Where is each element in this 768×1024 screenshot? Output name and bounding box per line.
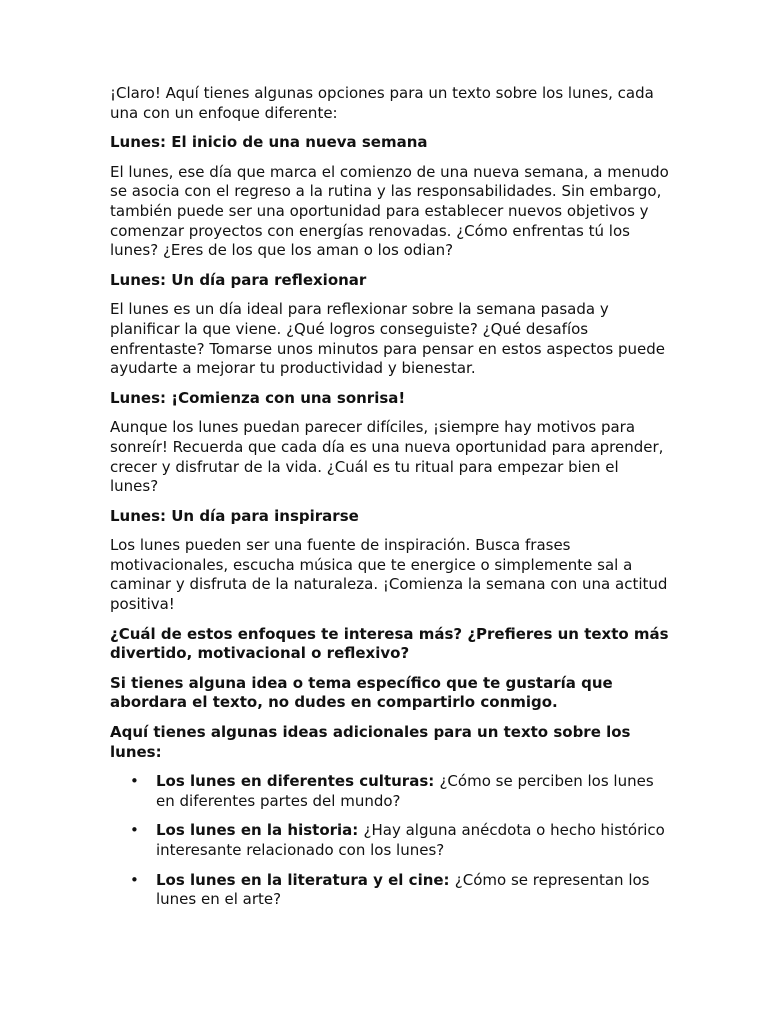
list-item (110, 772, 670, 811)
section-2-heading: Lunes: Un día para reflexionar (110, 270, 367, 289)
intro-paragraph: ¡Claro! Aquí tienes algunas opciones para un texto sobre los lunes, cada una con un enfoque diferente: (110, 84, 654, 122)
question-approach: ¿Cuál de estos enfoques te interesa más? ¿Prefieres un texto más divertido, motivacional o reflexivo? (110, 624, 669, 663)
bullet-icon: • (130, 870, 139, 889)
idea-text: ¿Cómo se perciben los lunes en diferentes partes del mundo? (156, 772, 654, 810)
section-3-body: Aunque los lunes puedan parecer difíciles, ¡siempre hay motivos para sonreír! Recuerda que cada día es una nueva oportunidad para aprender, crecer y disfrutar de la vida. ¿Cuál es tu ritual para empezar bien el lunes? (110, 418, 664, 496)
idea-title: Los lunes en diferentes culturas: (156, 772, 440, 791)
question-topic: Si tienes alguna idea o tema específico que te gustaría que abordara el texto, no dudes en compartirlo conmigo. (110, 673, 613, 712)
idea-title: Los lunes en la historia: (156, 821, 364, 840)
ideas-heading: Aquí tienes algunas ideas adicionales para un texto sobre los lunes: (110, 723, 631, 761)
bullet-icon: • (130, 772, 139, 791)
idea-text: ¿Cómo se representan los lunes en el arte? (156, 870, 650, 909)
section-3-heading: Lunes: ¡Comienza con una sonrisa! (110, 388, 406, 407)
section-1-heading: Lunes: El inicio de una nueva semana (110, 133, 428, 152)
list-item (110, 821, 670, 860)
idea-title: Los lunes en la literatura y el cine: (156, 870, 455, 889)
section-2-body: El lunes es un día ideal para reflexionar sobre la semana pasada y planificar la que viene. ¿Qué logros conseguiste? ¿Qué desafíos enfrentaste? Tomarse unos minutos para pensar en estos aspectos puede ayudarte a mejorar tu productividad y bienestar. (110, 300, 665, 378)
list-item (110, 871, 670, 910)
document-page (110, 84, 670, 920)
section-1-body: El lunes, ese día que marca el comienzo de una nueva semana, a menudo se asocia con el regreso a la rutina y las responsabilidades. Sin embargo, también puede ser una oportunidad para establecer nuevos objetivos y comenzar proyectos con energías renovadas. ¿Cómo enfrentas tú los lunes? ¿Eres de los que los aman o los odian? (110, 162, 669, 260)
idea-text: ¿Hay alguna anécdota o hecho histórico interesante relacionado con los lunes? (156, 821, 665, 859)
ideas-list (110, 772, 670, 910)
section-4-heading: Lunes: Un día para inspirarse (110, 506, 359, 525)
section-4-body: Los lunes pueden ser una fuente de inspiración. Busca frases motivacionales, escucha música que te energice o simplemente sal a caminar y disfruta de la naturaleza. ¡Comienza la semana con una actitud positiva! (110, 536, 668, 614)
bullet-icon: • (130, 821, 139, 840)
